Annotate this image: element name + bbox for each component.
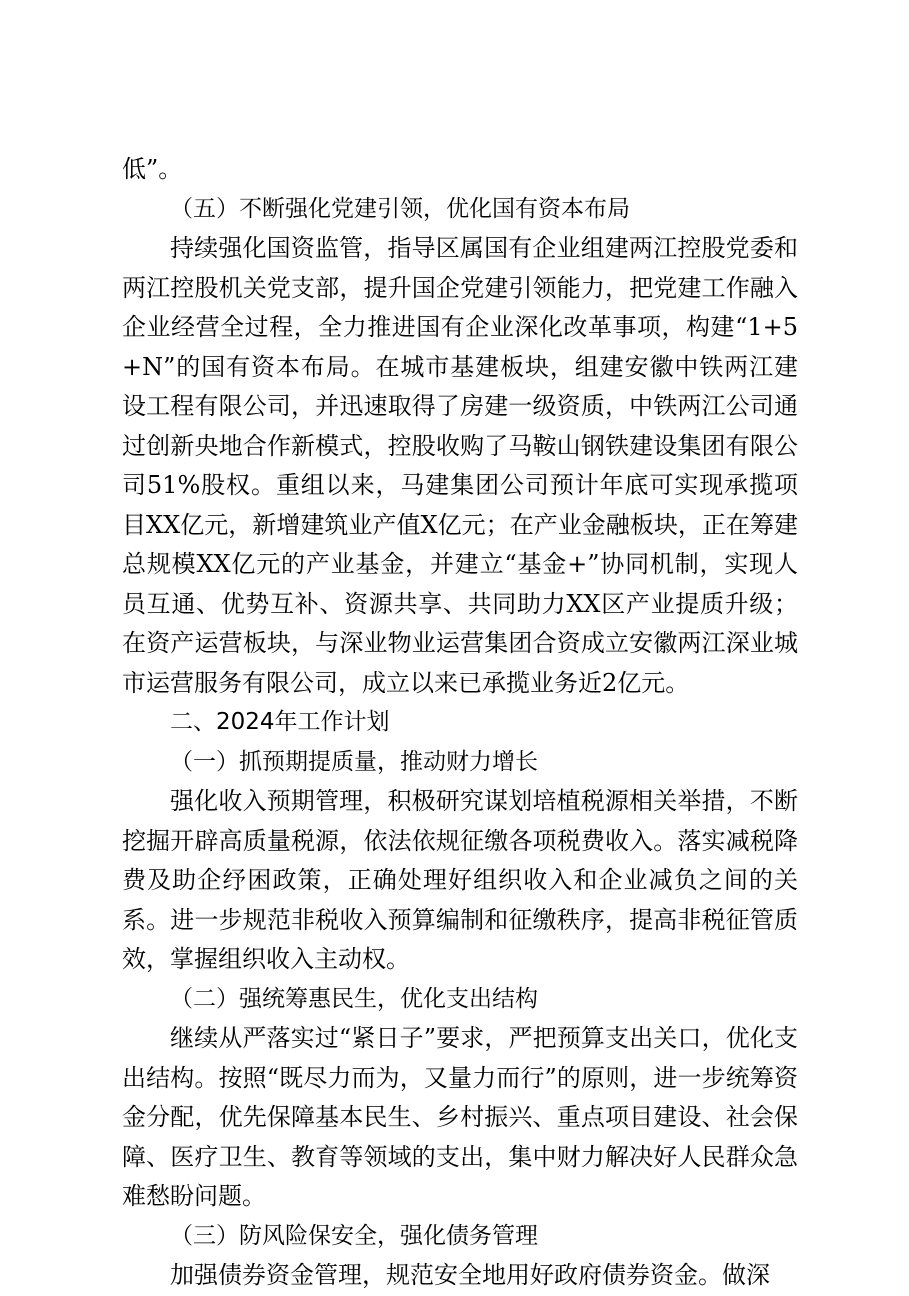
plan-1-heading: （一）抓预期提质量，推动财力增长 [170, 748, 538, 775]
plan-3-heading: （三）防风险保安全，强化债务管理 [170, 1222, 538, 1249]
continuation-text: 低”。 [122, 155, 183, 183]
document-body [122, 150, 798, 1296]
plan-2-paragraph: 继续从严落实过“紧日子”要求，严把预算支出关口，优化支出结构。按照“既尽力而为，又量力而行”的原则，进一步统筹资金分配，优先保障基本民生、乡村振兴、重点项目建设、社会保障、医疗卫生、教育等领域的支出，集中财力解决好人民群众急难愁盼问题。 [122, 1024, 798, 1210]
plan-2-heading: （二）强统筹惠民生，优化支出结构 [170, 985, 538, 1012]
section-5-paragraph: 持续强化国资监管，指导区属国有企业组建两江控股党委和两江控股机关党支部，提升国企党建引领能力，把党建工作融入企业经营全过程，全力推进国有企业深化改革事项，构建“1+5+N”的国有资本布局。在城市基建板块，组建安徽中铁两江建设工程有限公司，并迅速取得了房建一级资质，中铁两江公司通过创新央地合作新模式，控股收购了马鞍山钢铁建设集团有限公司51%股权。重组以来，马建集团公司预计年底可实现承揽项目XX亿元，新增建筑业产值X亿元；在产业金融板块，正在筹建总规模XX亿元的产业基金，并建立“基金+”协同机制，实现人员互通、优势互补、资源共享、共同助力XX区产业提质升级；在资产运营板块，与深业物业运营集团合资成立安徽两江深业城市运营服务有限公司，成立以来已承揽业务近2亿元。 [122, 234, 798, 697]
part-2-heading: 二、2024年工作计划 [170, 709, 390, 735]
plan-1-paragraph: 强化收入预期管理，积极研究谋划培植税源相关举措，不断挖掘开辟高质量税源，依法依规征缴各项税费收入。落实减税降费及助企纾困政策，正确处理好组织收入和企业减负之间的关系。进一步规范非税收入预算编制和征缴秩序，提高非税征管质效，掌握组织收入主动权。 [122, 787, 798, 973]
section-5-heading: （五）不断强化党建引领，优化国有资本布局 [170, 195, 630, 222]
plan-3-paragraph: 加强债券资金管理，规范安全地用好政府债券资金。做深 [170, 1261, 770, 1289]
